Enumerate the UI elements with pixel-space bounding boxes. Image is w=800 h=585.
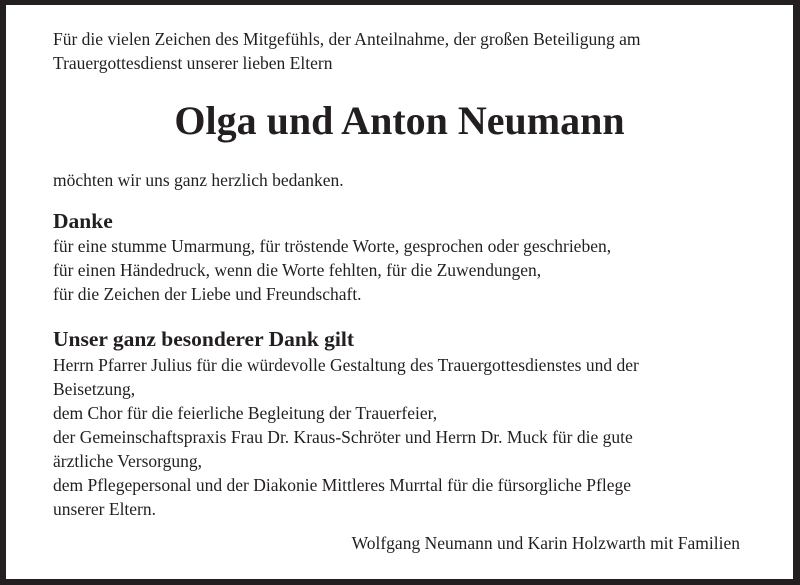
danke-line-1: für eine stumme Umarmung, für tröstende Worte, gesprochen oder geschrieben, (53, 236, 612, 256)
intro-line-1: Für die vielen Zeichen des Mitgefühls, der Anteilnahme, der großen Beteiligung am (53, 29, 641, 49)
special-line-5: ärztliche Versorgung, (53, 451, 203, 471)
intro-line-2: Trauergottesdienst unserer lieben Eltern (53, 53, 333, 73)
section-heading-special-thanks: Unser ganz besonderer Dank gilt (53, 327, 355, 351)
deceased-names: Olga und Anton Neumann (174, 98, 625, 143)
special-line-2: Beisetzung, (53, 379, 136, 399)
danke-line-3: für die Zeichen der Liebe und Freundschaft. (53, 284, 362, 304)
special-line-6: dem Pflegepersonal und der Diakonie Mittleres Murrtal für die fürsorgliche Pflege (53, 475, 631, 495)
special-line-1: Herrn Pfarrer Julius für die würdevolle Gestaltung des Trauergottesdienstes und der (53, 355, 639, 375)
special-line-4: der Gemeinschaftspraxis Frau Dr. Kraus-Schröter und Herrn Dr. Muck für die gute (53, 427, 633, 447)
signature: Wolfgang Neumann und Karin Holzwarth mit Familien (351, 533, 740, 553)
section-heading-danke: Danke (53, 209, 113, 233)
thanks-line: möchten wir uns ganz herzlich bedanken. (53, 170, 344, 190)
obituary-notice (6, 5, 793, 579)
special-line-7: unserer Eltern. (53, 499, 157, 519)
special-line-3: dem Chor für die feierliche Begleitung der Trauerfeier, (53, 403, 438, 423)
danke-line-2: für einen Händedruck, wenn die Worte fehlten, für die Zuwendungen, (53, 260, 542, 280)
